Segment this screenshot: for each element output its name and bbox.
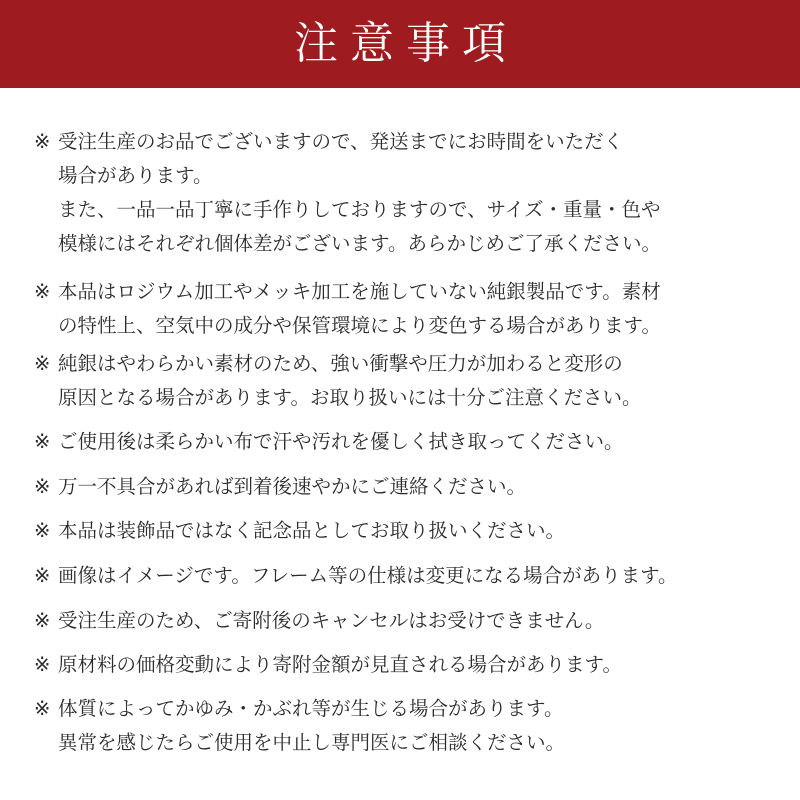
notice-text xyxy=(58,692,784,760)
notice-item xyxy=(34,559,784,593)
notice-line: ご使用後は柔らかい布で汗や汚れを優しく拭き取ってください。 xyxy=(58,430,624,453)
notice-line: 本品はロジウム加工やメッキ加工を施していない純銀製品です。素材 xyxy=(58,280,661,303)
reference-mark: ※ xyxy=(34,130,51,153)
notice-line: 場合があります。 xyxy=(58,164,213,187)
notice-line: 模様にはそれぞれ個体差がございます。あらかじめご了承ください。 xyxy=(58,232,661,255)
notice-text xyxy=(58,125,784,271)
reference-mark: ※ xyxy=(34,697,51,720)
reference-mark: ※ xyxy=(34,609,51,632)
notice-text xyxy=(58,559,784,593)
notice-item xyxy=(34,425,784,459)
reference-mark: ※ xyxy=(34,653,51,676)
notice-item xyxy=(34,125,784,271)
notice-item xyxy=(34,275,784,343)
notice-item xyxy=(34,514,784,548)
reference-mark: ※ xyxy=(34,430,51,453)
notice-line: の特性上、空気中の成分や保管環境により変色する場合があります。 xyxy=(58,314,661,337)
reference-mark: ※ xyxy=(34,519,51,542)
notice-item xyxy=(34,648,784,682)
notice-list xyxy=(34,125,784,760)
reference-mark: ※ xyxy=(34,475,51,498)
notice-line: 受注生産のため、ご寄附後のキャンセルはお受けできません。 xyxy=(58,609,605,632)
notice-line: 原因となる場合があります。お取り扱いには十分ご注意ください。 xyxy=(58,386,642,409)
notice-line: 万一不具合があれば到着後速やかにご連絡ください。 xyxy=(58,475,527,498)
reference-mark: ※ xyxy=(34,352,51,375)
reference-mark: ※ xyxy=(34,280,51,303)
notice-item xyxy=(34,692,784,760)
reference-mark: ※ xyxy=(34,564,51,587)
notice-line: 画像はイメージです。フレーム等の仕様は変更になる場合があります。 xyxy=(58,564,678,587)
notice-text xyxy=(58,425,784,459)
notice-line: また、一品一品丁寧に手作りしておりますので、サイズ・重量・色や xyxy=(58,198,661,221)
notice-line: 原材料の価格変動により寄附金額が見直される場合があります。 xyxy=(58,653,622,676)
page-title: 注意事項 xyxy=(294,18,518,69)
notice-item xyxy=(34,470,784,504)
notice-item xyxy=(34,347,784,415)
notice-line: 異常を感じたらご使用を中止し専門医にご相談ください。 xyxy=(58,731,566,754)
notice-line: 体質によってかゆみ・かぶれ等が生じる場合があります。 xyxy=(58,697,564,720)
notice-line: 受注生産のお品でございますので、発送までにお時間をいただく xyxy=(58,130,624,153)
notice-line: 純銀はやわらかい素材のため、強い衝撃や圧力が加わると変形の xyxy=(58,352,623,375)
notice-line: 本品は装飾品ではなく記念品としてお取り扱いください。 xyxy=(58,519,566,542)
notice-item xyxy=(34,604,784,638)
notice-text xyxy=(58,514,784,548)
notice-text xyxy=(58,648,784,682)
header-banner xyxy=(0,0,800,88)
notice-text xyxy=(58,604,784,638)
notice-text xyxy=(58,347,784,415)
notice-text xyxy=(58,275,784,343)
notice-text xyxy=(58,470,784,504)
